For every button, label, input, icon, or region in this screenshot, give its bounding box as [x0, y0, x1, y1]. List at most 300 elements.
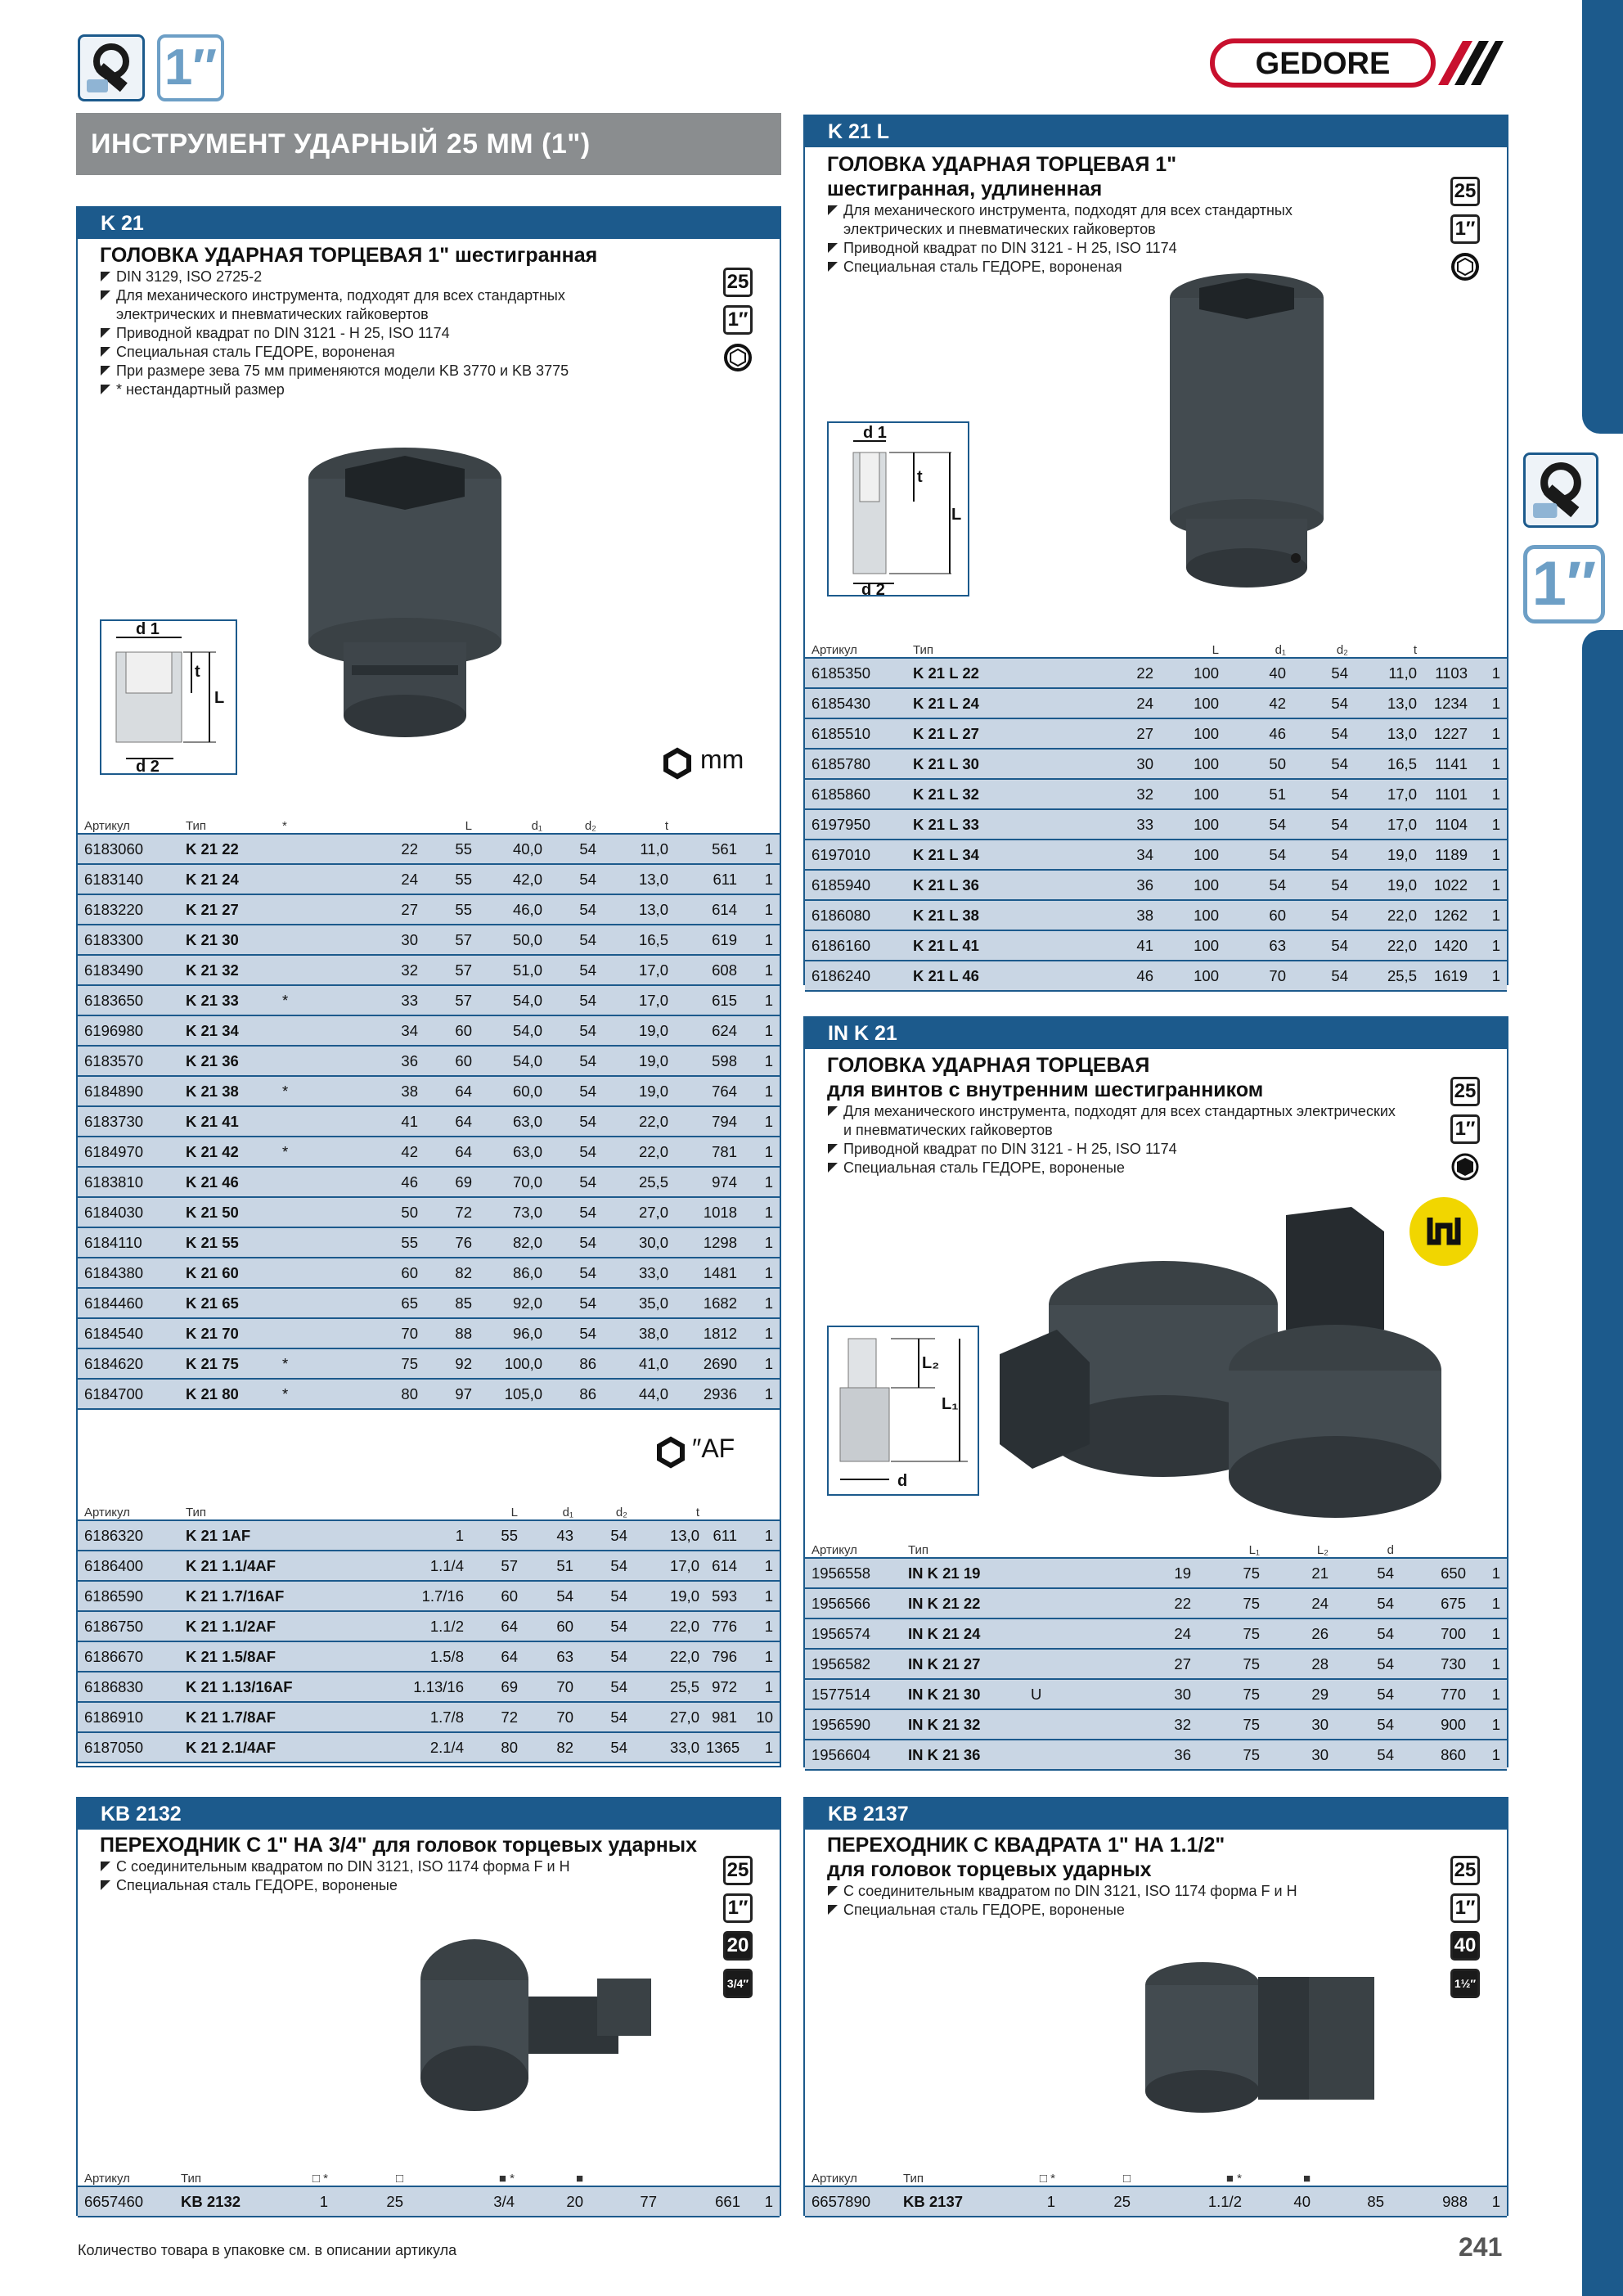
table-cell: 6183490 [78, 955, 179, 985]
table-cell: 593 [706, 1581, 744, 1611]
table-cell: 1 [744, 1106, 780, 1137]
table-row [78, 1137, 780, 1167]
table-cell: 82 [425, 1258, 479, 1288]
table-cell: 1 [1474, 870, 1507, 900]
table-cell: 64 [425, 1076, 479, 1106]
table-cell: 10 [744, 1702, 780, 1732]
footer-note: Количество товара в упаковке см. в описании артикула [78, 2242, 457, 2258]
table-cell [276, 1197, 339, 1227]
table-cell: 75 [1198, 1709, 1266, 1740]
table-cell: 60 [425, 1015, 479, 1046]
table-cell: 57 [425, 955, 479, 985]
table-cell: 100 [1160, 658, 1225, 688]
column-header: Тип [174, 2167, 266, 2186]
table-cell: 900 [1400, 1709, 1472, 1740]
table-cell: 36 [1029, 870, 1160, 900]
table-cell: 100 [1160, 779, 1225, 809]
table-cell [276, 1046, 339, 1076]
side-rail-top [1582, 0, 1623, 434]
table-cell: 55 [339, 1227, 425, 1258]
table-cell: 1018 [675, 1197, 744, 1227]
table-row [805, 809, 1507, 840]
svg-text:t: t [917, 468, 923, 486]
table-cell: 33,0 [634, 1732, 706, 1763]
kb2132-table [78, 2167, 780, 2217]
table-cell: 105,0 [479, 1379, 549, 1409]
impact-socket-photo [303, 446, 507, 757]
table-cell: 54 [549, 1167, 603, 1197]
table-cell: 1 [744, 955, 780, 985]
table-cell: 54 [549, 864, 603, 894]
table-cell: 27 [1114, 1649, 1198, 1679]
hex-af-icon [654, 1436, 687, 1469]
table-cell: 100 [1160, 961, 1225, 991]
table-cell: 33 [339, 985, 425, 1015]
table-cell: 2690 [675, 1348, 744, 1379]
table-cell: 1234 [1423, 688, 1474, 718]
table-cell: 1 [744, 1137, 780, 1167]
table-cell: 6186590 [78, 1581, 179, 1611]
table-cell: 1 [744, 925, 780, 955]
table-cell: 54 [549, 1015, 603, 1046]
table-cell: 6657890 [805, 2186, 897, 2217]
svg-text:d 1: d 1 [863, 424, 887, 442]
table-cell: 974 [675, 1167, 744, 1197]
table-cell [276, 1288, 339, 1318]
table-cell: 80 [470, 1732, 524, 1763]
page-number: 241 [1459, 2232, 1503, 2262]
size-badge-40: 40 [1450, 1931, 1480, 1961]
feature-item: При размере зева 75 мм применяются модели KB 3770 и KB 3775 [100, 362, 569, 380]
table-cell: 24 [1114, 1618, 1198, 1649]
table-cell: 63 [524, 1641, 580, 1672]
table-cell: 72 [425, 1197, 479, 1227]
column-header: d₁ [479, 814, 549, 834]
table-cell: 1 [1474, 900, 1507, 930]
table-cell: 54 [1293, 900, 1355, 930]
table-cell: 13,0 [634, 1520, 706, 1551]
column-header: * [276, 814, 339, 834]
table-cell: 54 [549, 894, 603, 925]
size-badge-25: 25 [723, 1856, 753, 1885]
table-cell: 54 [549, 985, 603, 1015]
table-cell: 6184110 [78, 1227, 179, 1258]
table-row [78, 864, 780, 894]
table-row [78, 2186, 780, 2217]
table-row [78, 1581, 780, 1611]
table-cell: 86 [549, 1348, 603, 1379]
table-cell: 54 [580, 1732, 634, 1763]
table-cell: 24 [339, 864, 425, 894]
table-cell: 54 [580, 1520, 634, 1551]
table-cell: K 21 70 [179, 1318, 276, 1348]
feature-item: Приводной квадрат по DIN 3121 - H 25, ISO 1174 [100, 324, 569, 343]
table-cell: 1 [744, 1046, 780, 1076]
table-cell: K 21 L 34 [906, 840, 1029, 870]
table-cell: 54 [1225, 870, 1293, 900]
table-cell: 6186910 [78, 1702, 179, 1732]
table-cell: KB 2137 [897, 2186, 993, 2217]
table-cell: 40 [1248, 2186, 1317, 2217]
table-cell: 57 [425, 925, 479, 955]
column-header [744, 1501, 780, 1520]
table-cell: 54 [1293, 779, 1355, 809]
column-header [706, 1501, 744, 1520]
hex-mm-icon [661, 747, 694, 780]
feature-item: и пневматических гайковертов [843, 1122, 1053, 1138]
table-cell: K 21 L 32 [906, 779, 1029, 809]
section-title-line: ГОЛОВКА УДАРНАЯ ТОРЦЕВАЯ 1" [827, 153, 1177, 176]
table-cell [1024, 1709, 1114, 1740]
table-cell: 88 [425, 1318, 479, 1348]
column-header [747, 2167, 780, 2186]
column-header: □ [1062, 2167, 1137, 2186]
column-header: ■ [1248, 2167, 1317, 2186]
table-cell: 6185430 [805, 688, 906, 718]
table-cell: 1.1/2 [1137, 2186, 1248, 2217]
table-cell: U [1024, 1679, 1114, 1709]
table-cell: K 21 42 [179, 1137, 276, 1167]
table-cell [1024, 1618, 1114, 1649]
table-cell: 33,0 [603, 1258, 675, 1288]
table-cell: 619 [675, 925, 744, 955]
table-cell: 20 [521, 2186, 590, 2217]
table-cell: K 21 60 [179, 1258, 276, 1288]
table-cell: 19,0 [603, 1076, 675, 1106]
table-cell: 1 [1474, 840, 1507, 870]
table-row [805, 840, 1507, 870]
section-title-line: ГОЛОВКА УДАРНАЯ ТОРЦЕВАЯ [827, 1054, 1150, 1077]
table-cell: 972 [706, 1672, 744, 1702]
table-cell: 54,0 [479, 985, 549, 1015]
table-cell: 1 [744, 1551, 780, 1581]
svg-text:L₂: L₂ [922, 1354, 940, 1372]
table-cell: 100 [1160, 900, 1225, 930]
gedore-logo [1209, 34, 1504, 92]
table-cell: 38,0 [603, 1318, 675, 1348]
table-cell: 64 [425, 1137, 479, 1167]
table-cell: 92 [425, 1348, 479, 1379]
table-cell: * [276, 1076, 339, 1106]
table-cell: 1 [744, 1611, 780, 1641]
table-cell: 1 [744, 1520, 780, 1551]
table-cell: K 21 30 [179, 925, 276, 955]
table-cell: 13,0 [603, 864, 675, 894]
table-row [805, 900, 1507, 930]
table-cell: 57 [425, 985, 479, 1015]
table-cell: 54 [1293, 930, 1355, 961]
column-header [1472, 1538, 1507, 1558]
table-row [805, 1618, 1507, 1649]
kb2137-table [805, 2167, 1507, 2217]
table-cell: 19,0 [603, 1046, 675, 1076]
table-cell: 1.1/4 [348, 1551, 470, 1581]
table-row [78, 1318, 780, 1348]
table-cell: 1 [747, 2186, 780, 2217]
svg-text:L: L [951, 506, 962, 524]
adapter-kb2137-photo [1137, 1957, 1382, 2118]
svg-text:L₁: L₁ [942, 1395, 959, 1413]
table-cell: 1956582 [805, 1649, 901, 1679]
table-cell: 1956558 [805, 1558, 901, 1588]
table-cell: 54 [1293, 688, 1355, 718]
table-cell: 1189 [1423, 840, 1474, 870]
table-cell: 624 [675, 1015, 744, 1046]
column-header: ■ [521, 2167, 590, 2186]
table-cell: 54 [1293, 658, 1355, 688]
table-cell: 75 [1198, 1588, 1266, 1618]
table-cell: IN K 21 30 [901, 1679, 1024, 1709]
section-code: KB 2137 [805, 1799, 1507, 1830]
table-cell: 19,0 [1355, 840, 1423, 870]
table-cell: 19,0 [634, 1581, 706, 1611]
table-cell: 24 [1029, 688, 1160, 718]
table-cell: K 21 36 [179, 1046, 276, 1076]
table-cell: K 21 80 [179, 1379, 276, 1409]
table-cell: 50 [1225, 749, 1293, 779]
table-cell: 54 [1335, 1709, 1400, 1740]
table-cell: 13,0 [1355, 688, 1423, 718]
table-cell: 46 [1029, 961, 1160, 991]
impact-wrench-tab-icon[interactable] [1523, 452, 1598, 528]
table-cell: 1 [744, 1167, 780, 1197]
feature-item: Специальная сталь ГЕДОРЕ, вороненые [827, 1159, 1396, 1177]
table-row [78, 1702, 780, 1732]
feature-item: Для механического инструмента, подходят для всех стандартных электрических [827, 1102, 1396, 1121]
table-cell: 40,0 [479, 834, 549, 864]
svg-text:t: t [195, 663, 200, 681]
sidebar-inch-tab[interactable]: 1″ [1523, 545, 1605, 624]
column-header: □ [335, 2167, 410, 2186]
table-cell: 69 [470, 1672, 524, 1702]
table-cell [1024, 1649, 1114, 1679]
table-cell: 54 [580, 1702, 634, 1732]
table-cell: 25,5 [634, 1672, 706, 1702]
table-cell: 22 [1029, 658, 1160, 688]
table-cell: 614 [706, 1551, 744, 1581]
table-cell: 1 [1474, 749, 1507, 779]
size-badge-inch: 1″ [723, 1893, 753, 1923]
feature-list [827, 1102, 1396, 1177]
table-cell: 28 [1266, 1649, 1335, 1679]
table-cell: 22,0 [634, 1611, 706, 1641]
table-cell: 608 [675, 955, 744, 985]
table-cell: 19,0 [1355, 870, 1423, 900]
table-row [78, 1258, 780, 1288]
column-header: L [1160, 638, 1225, 658]
table-cell: 661 [663, 2186, 747, 2217]
column-header: Тип [901, 1538, 1024, 1558]
table-cell: 35,0 [603, 1288, 675, 1318]
table-cell: 92,0 [479, 1288, 549, 1318]
table-cell: 21 [1266, 1558, 1335, 1588]
table-cell: 34 [1029, 840, 1160, 870]
table-cell: 32 [1114, 1709, 1198, 1740]
table-cell: 1 [744, 1379, 780, 1409]
table-cell: 17,0 [1355, 779, 1423, 809]
table-cell: 54 [1225, 840, 1293, 870]
table-cell: 54 [580, 1551, 634, 1581]
table-cell: 611 [675, 864, 744, 894]
table-cell: 25,5 [1355, 961, 1423, 991]
table-cell: 11,0 [1355, 658, 1423, 688]
feature-item: Для механического инструмента, подходят для всех стандартных [827, 201, 1293, 220]
table-cell: 776 [706, 1611, 744, 1641]
size-badge-25: 25 [1450, 1856, 1480, 1885]
svg-text:L: L [214, 689, 225, 707]
k21-mm-table [78, 814, 780, 1410]
table-cell: 54 [1335, 1679, 1400, 1709]
feature-item: Приводной квадрат по DIN 3121 - H 25, ISO 1174 [827, 1140, 1396, 1159]
table-cell: 26 [1266, 1618, 1335, 1649]
size-badge-25: 25 [1450, 177, 1480, 206]
table-cell: 75 [1198, 1679, 1266, 1709]
table-row [78, 1672, 780, 1702]
table-cell: 1 [744, 834, 780, 864]
table-cell: 54 [1335, 1588, 1400, 1618]
column-header: t [1355, 638, 1423, 658]
column-header: t [603, 814, 675, 834]
table-row [78, 834, 780, 864]
table-cell [276, 925, 339, 955]
column-header: □ * [993, 2167, 1062, 2186]
table-cell: 32 [1029, 779, 1160, 809]
column-header: Тип [179, 814, 276, 834]
table-cell: 27,0 [634, 1702, 706, 1732]
table-cell: IN K 21 32 [901, 1709, 1024, 1740]
size-badge-inch: 1″ [1450, 1893, 1480, 1923]
table-cell: 1 [744, 1732, 780, 1763]
table-cell: 38 [339, 1076, 425, 1106]
table-cell: 1 [1472, 1740, 1507, 1770]
table-cell: 6184970 [78, 1137, 179, 1167]
table-cell: 16,5 [1355, 749, 1423, 779]
table-cell: 6186400 [78, 1551, 179, 1581]
table-cell: 54 [1293, 718, 1355, 749]
table-cell: K 21 1.7/16AF [179, 1581, 348, 1611]
table-cell: 55 [425, 834, 479, 864]
table-cell: 1 [744, 1672, 780, 1702]
feature-item: Специальная сталь ГЕДОРЕ, вороненая [827, 258, 1293, 277]
column-header: L [425, 814, 479, 834]
table-cell: 1 [744, 1581, 780, 1611]
table-cell: 85 [1317, 2186, 1391, 2217]
table-cell: 70,0 [479, 1167, 549, 1197]
table-cell: 54 [549, 1046, 603, 1076]
table-cell: 1 [348, 1520, 470, 1551]
table-cell: 25 [1062, 2186, 1137, 2217]
column-header [1024, 1538, 1114, 1558]
table-row [78, 1551, 780, 1581]
table-cell: 97 [425, 1379, 479, 1409]
table-cell: 1 [1474, 2186, 1507, 2217]
feature-list [827, 201, 1293, 277]
table-cell: 1956574 [805, 1618, 901, 1649]
section-title [827, 152, 1176, 201]
table-cell: 764 [675, 1076, 744, 1106]
table-cell: 100 [1160, 809, 1225, 840]
table-row [805, 1558, 1507, 1588]
section-title-line: шестигранная, удлиненная [827, 178, 1103, 200]
table-cell: K 21 1.7/8AF [179, 1702, 348, 1732]
table-cell: 6197010 [805, 840, 906, 870]
feature-item: * нестандартный размер [100, 380, 569, 399]
table-row [78, 985, 780, 1015]
table-cell: 96,0 [479, 1318, 549, 1348]
column-header: Тип [897, 2167, 993, 2186]
table-cell: 70 [524, 1702, 580, 1732]
table-cell: K 21 1.1/2AF [179, 1611, 348, 1641]
table-cell: 700 [1400, 1618, 1472, 1649]
table-cell [276, 1258, 339, 1288]
table-row [805, 749, 1507, 779]
table-cell: 1262 [1423, 900, 1474, 930]
table-cell: 1103 [1423, 658, 1474, 688]
column-header: Тип [906, 638, 1029, 658]
table-cell: 1420 [1423, 930, 1474, 961]
feature-list [827, 1882, 1297, 1920]
table-cell: 650 [1400, 1558, 1472, 1588]
table-cell: 54 [1335, 1618, 1400, 1649]
column-header [1029, 638, 1160, 658]
table-cell: 54 [580, 1581, 634, 1611]
table-cell: 65 [339, 1288, 425, 1318]
column-header: L₂ [1266, 1538, 1335, 1558]
table-cell: 55 [470, 1520, 524, 1551]
table-cell: 770 [1400, 1679, 1472, 1709]
table-row [805, 1649, 1507, 1679]
table-cell: 1 [744, 1197, 780, 1227]
table-cell: K 21 32 [179, 955, 276, 985]
table-row [78, 1611, 780, 1641]
dimension-diagram [827, 1326, 979, 1496]
table-cell: 6184890 [78, 1076, 179, 1106]
table-cell: 54 [1293, 809, 1355, 840]
table-row [78, 1379, 780, 1409]
table-cell: 1 [1474, 658, 1507, 688]
table-cell: 54 [1225, 809, 1293, 840]
table-cell: K 21 27 [179, 894, 276, 925]
table-cell [1024, 1740, 1114, 1770]
table-cell: 6185940 [805, 870, 906, 900]
table-cell: 6186830 [78, 1672, 179, 1702]
table-row [78, 1641, 780, 1672]
table-row [805, 779, 1507, 809]
table-cell: 6183140 [78, 864, 179, 894]
table-cell: 1365 [706, 1732, 744, 1763]
size-badge-one-and-half: 1½″ [1450, 1969, 1480, 1998]
feature-item: Для механического инструмента, подходят для всех стандартных [100, 286, 569, 305]
table-cell: 46 [339, 1167, 425, 1197]
table-cell: 46,0 [479, 894, 549, 925]
table-cell: 77 [590, 2186, 663, 2217]
table-cell: K 21 L 22 [906, 658, 1029, 688]
column-header [348, 1501, 470, 1520]
table-cell: 1 [1472, 1709, 1507, 1740]
table-cell: 54 [549, 1106, 603, 1137]
table-row [805, 2186, 1507, 2217]
table-cell: 1481 [675, 1258, 744, 1288]
table-cell: 6183730 [78, 1106, 179, 1137]
table-cell: 1 [744, 864, 780, 894]
table-cell: 54 [549, 1288, 603, 1318]
column-header: d [1335, 1538, 1400, 1558]
table-cell: K 21 L 24 [906, 688, 1029, 718]
size-badge-three-quarter: 3/4″ [723, 1969, 753, 1998]
table-cell: IN K 21 27 [901, 1649, 1024, 1679]
feature-item: электрических и пневматических гайковертов [843, 221, 1156, 237]
table-row [805, 688, 1507, 718]
